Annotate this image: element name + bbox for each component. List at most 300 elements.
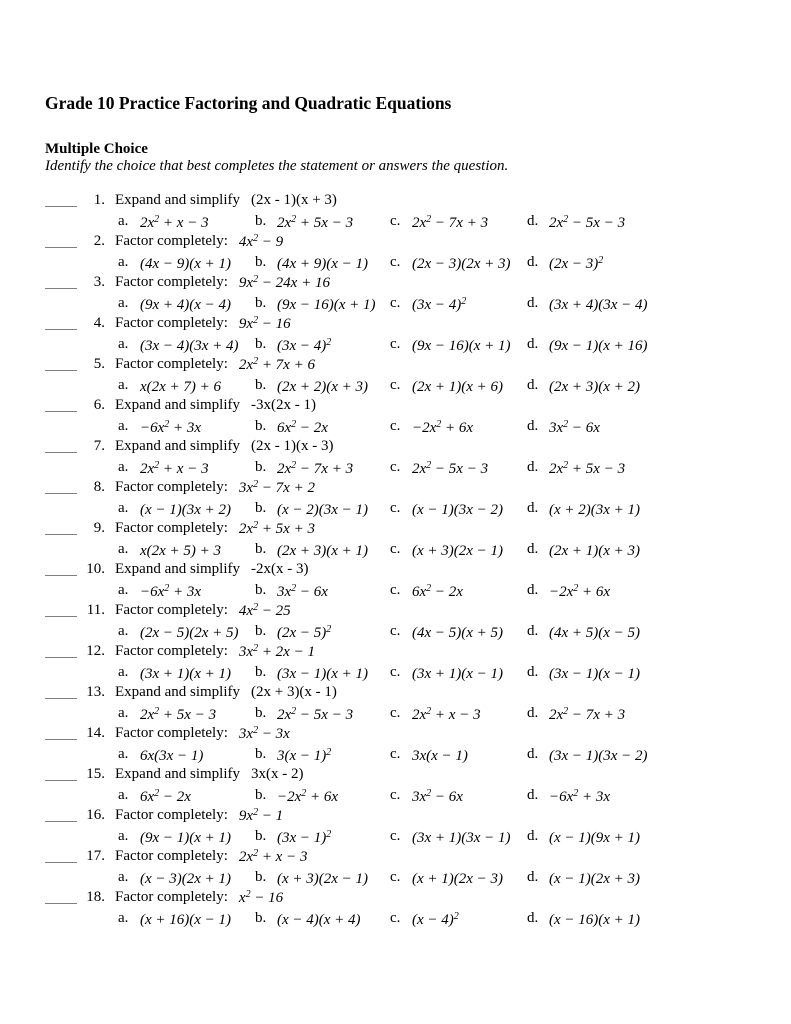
choice-expression: $(x - 4)^2$ [412, 911, 459, 928]
choice-letter: a. [118, 828, 129, 844]
choice-letter: d. [527, 664, 539, 680]
question-prompt [115, 314, 761, 333]
prompt-expression: 3x(x - 2) [250, 766, 304, 782]
answer-choice [390, 211, 527, 231]
choice-list [115, 334, 761, 354]
choice-expression: $2x^2 + x - 3$ [140, 214, 209, 231]
answer-choice [527, 457, 761, 477]
answer-choice [118, 785, 255, 805]
answer-choice [255, 662, 390, 682]
answer-choice [527, 375, 761, 395]
choice-letter: a. [118, 377, 129, 393]
choice-letter: d. [527, 459, 539, 475]
choice-list [115, 703, 761, 723]
question-number: 8. [93, 479, 105, 495]
choice-letter: c. [390, 500, 401, 516]
question-prompt [115, 232, 761, 251]
answer-choice [255, 703, 390, 723]
choice-list [115, 375, 761, 395]
choice-expression: $3x^2 - 6x$ [549, 419, 600, 436]
question-body [105, 560, 761, 600]
choice-letter: b. [255, 336, 267, 352]
answer-choice [255, 293, 390, 313]
question-row [45, 888, 761, 929]
choice-letter: a. [118, 869, 129, 885]
choice-letter: c. [390, 541, 401, 557]
choice-expression: (9x − 1)(x + 16) [549, 338, 648, 354]
answer-choice [527, 252, 761, 272]
prompt-text: Factor completely: [115, 233, 228, 249]
choice-expression: (3x − 4)(3x + 4) [140, 338, 239, 354]
prompt-text: Factor completely: [115, 848, 228, 864]
answer-choice [527, 703, 761, 723]
question-row [45, 355, 761, 396]
answer-choice [118, 908, 255, 928]
choice-letter: a. [118, 418, 129, 434]
choice-expression: $6x^2 - 2x$ [140, 788, 191, 805]
choice-letter: a. [118, 459, 129, 475]
choice-expression: $2x^2 - 5x - 3$ [549, 214, 626, 231]
answer-choice [527, 211, 761, 231]
choice-list [115, 785, 761, 805]
question-number: 16. [86, 807, 105, 823]
answer-choice [118, 498, 255, 518]
question-body [105, 437, 761, 477]
choice-letter: d. [527, 541, 539, 557]
choice-expression: x(2x + 5) + 3 [140, 543, 222, 559]
choice-letter: d. [527, 377, 539, 393]
choice-letter: c. [390, 746, 401, 762]
choice-letter: c. [390, 213, 401, 229]
prompt-text: Factor completely: [115, 274, 228, 290]
answer-choice [118, 334, 255, 354]
choice-letter: d. [527, 213, 539, 229]
answer-choice [255, 457, 390, 477]
answer-blank [45, 192, 77, 207]
choice-letter: d. [527, 500, 539, 516]
choice-list [115, 498, 761, 518]
page-title: Grade 10 Practice Factoring and Quadratic Equations [45, 93, 452, 113]
answer-choice [255, 867, 390, 887]
choice-expression: (2x + 3)(x + 2) [549, 379, 641, 395]
choice-expression: x(2x + 7) + 6 [140, 379, 222, 395]
answer-blank [45, 233, 77, 248]
choice-letter: c. [390, 869, 401, 885]
answer-choice [118, 252, 255, 272]
question-number: 12. [86, 643, 105, 659]
choice-expression: (4x − 9)(x + 1) [140, 256, 232, 272]
choice-letter: c. [390, 459, 401, 475]
answer-choice [255, 785, 390, 805]
choice-letter: b. [255, 623, 267, 639]
question-row [45, 232, 761, 273]
answer-choice [527, 826, 761, 846]
answer-choice [118, 867, 255, 887]
question-row [45, 847, 761, 888]
choice-expression: $2x^2 + x - 3$ [140, 460, 209, 477]
question-row [45, 601, 761, 642]
choice-list [115, 662, 761, 682]
prompt-text: Factor completely: [115, 315, 228, 331]
prompt-expression: $2x^2 + x - 3$ [238, 848, 308, 865]
answer-choice [527, 662, 761, 682]
prompt-text: Factor completely: [115, 889, 228, 905]
question-body [105, 519, 761, 559]
choice-letter: d. [527, 336, 539, 352]
answer-choice [390, 621, 527, 641]
answer-blank [45, 725, 77, 740]
choice-letter: c. [390, 254, 401, 270]
choice-expression: $2x^2 + 5x - 3$ [140, 706, 217, 723]
choice-expression: $-6x^2 + 3x$ [140, 419, 202, 436]
choice-expression: (x − 4)(x + 4) [277, 912, 361, 928]
answer-blank [45, 315, 77, 330]
answer-choice [255, 621, 390, 641]
answer-choice [527, 908, 761, 928]
choice-letter: b. [255, 541, 267, 557]
choice-expression: (3x + 1)(x − 1) [412, 666, 504, 682]
question-number: 5. [93, 356, 105, 372]
choice-list [115, 580, 761, 600]
question-prompt [115, 765, 761, 784]
question-number: 4. [93, 315, 105, 331]
choice-letter: b. [255, 705, 267, 721]
choice-expression: $(2x - 3)^2$ [549, 255, 604, 272]
section-heading: Multiple Choice [45, 141, 148, 157]
question-body [105, 355, 761, 395]
answer-choice [255, 908, 390, 928]
question-body [105, 601, 761, 641]
choice-expression: (x − 16)(x + 1) [549, 912, 641, 928]
choice-letter: d. [527, 418, 539, 434]
choice-letter: d. [527, 582, 539, 598]
choice-expression: (x − 1)(9x + 1) [549, 830, 641, 846]
answer-choice [255, 498, 390, 518]
choice-expression: (3x − 1)(3x − 2) [549, 748, 648, 764]
choice-letter: a. [118, 336, 129, 352]
prompt-text: Expand and simplify [115, 766, 240, 782]
question-body [105, 478, 761, 518]
choice-expression: (2x − 3)(2x + 3) [412, 256, 511, 272]
answer-blank [45, 602, 77, 617]
question-number: 2. [93, 233, 105, 249]
answer-choice [527, 744, 761, 764]
choice-expression: (4x − 5)(x + 5) [412, 625, 504, 641]
answer-choice [118, 703, 255, 723]
choice-list [115, 908, 761, 928]
prompt-expression: $3x^2 - 3x$ [238, 725, 290, 742]
choice-expression: $(3x - 4)^2$ [412, 296, 467, 313]
question-prompt [115, 601, 761, 620]
choice-letter: b. [255, 254, 267, 270]
question-number: 1. [93, 192, 105, 208]
question-prompt [115, 560, 761, 579]
question-prompt [115, 478, 761, 497]
question-prompt [115, 519, 761, 538]
answer-blank [45, 684, 77, 699]
choice-letter: b. [255, 418, 267, 434]
choice-expression: $(2x - 5)^2$ [277, 624, 332, 641]
question-row [45, 191, 761, 232]
choice-expression: (3x + 4)(3x − 4) [549, 297, 648, 313]
question-body [105, 314, 761, 354]
choice-expression: (9x − 16)(x + 1) [277, 297, 376, 313]
question-number: 18. [86, 889, 105, 905]
prompt-expression: -3x(2x - 1) [250, 397, 316, 413]
choice-letter: b. [255, 869, 267, 885]
prompt-text: Factor completely: [115, 725, 228, 741]
answer-blank [45, 889, 77, 904]
choice-list [115, 539, 761, 559]
answer-blank [45, 766, 77, 781]
choice-list [115, 293, 761, 313]
choice-expression: $-2x^2 + 6x$ [277, 788, 339, 805]
answer-blank [45, 848, 77, 863]
choice-letter: d. [527, 295, 539, 311]
choice-expression: (x − 3)(2x + 1) [140, 871, 232, 887]
choice-expression: (3x + 1)(3x − 1) [412, 830, 511, 846]
prompt-expression: (2x + 3)(x - 1) [250, 684, 337, 700]
choice-letter: a. [118, 910, 129, 926]
choice-expression: (9x + 4)(x − 4) [140, 297, 232, 313]
answer-choice [255, 826, 390, 846]
answer-choice [118, 416, 255, 436]
choice-letter: b. [255, 664, 267, 680]
prompt-text: Expand and simplify [115, 684, 240, 700]
choice-expression: (4x + 9)(x − 1) [277, 256, 369, 272]
choice-expression: $-2x^2 + 6x$ [549, 583, 611, 600]
choice-list [115, 457, 761, 477]
prompt-text: Factor completely: [115, 356, 228, 372]
prompt-text: Expand and simplify [115, 192, 240, 208]
answer-choice [118, 621, 255, 641]
choice-letter: a. [118, 541, 129, 557]
choice-expression: (3x − 1)(x − 1) [549, 666, 641, 682]
choice-expression: $3(x - 1)^2$ [277, 747, 332, 764]
answer-choice [527, 539, 761, 559]
question-prompt [115, 888, 761, 907]
question-number: 17. [86, 848, 105, 864]
answer-choice [118, 662, 255, 682]
question-prompt [115, 273, 761, 292]
choice-expression: (2x + 2)(x + 3) [277, 379, 369, 395]
question-body [105, 888, 761, 928]
choice-expression: (x + 3)(2x − 1) [412, 543, 504, 559]
choice-expression: (x − 1)(3x − 2) [412, 502, 504, 518]
answer-choice [118, 539, 255, 559]
question-body [105, 191, 761, 231]
prompt-text: Expand and simplify [115, 438, 240, 454]
prompt-expression: $2x^2 + 7x + 6$ [238, 356, 315, 373]
choice-expression: $2x^2 - 5x - 3$ [412, 460, 489, 477]
choice-list [115, 621, 761, 641]
answer-choice [390, 703, 527, 723]
question-number: 14. [86, 725, 105, 741]
answer-choice [527, 498, 761, 518]
choice-letter: d. [527, 623, 539, 639]
question-number: 15. [86, 766, 105, 782]
choice-expression: (3x + 1)(x + 1) [140, 666, 232, 682]
choice-letter: d. [527, 910, 539, 926]
section-instructions: Identify the choice that best completes the statement or answers the question. [45, 158, 509, 174]
choice-letter: a. [118, 295, 129, 311]
question-row [45, 683, 761, 724]
question-prompt [115, 191, 761, 210]
choice-letter: d. [527, 705, 539, 721]
answer-choice [255, 211, 390, 231]
prompt-expression: $9x^2 - 16$ [238, 315, 291, 332]
choice-expression: $2x^2 + 5x - 3$ [277, 214, 354, 231]
prompt-expression: $3x^2 + 2x - 1$ [238, 643, 315, 660]
answer-choice [390, 539, 527, 559]
question-row [45, 478, 761, 519]
choice-expression: (2x + 1)(x + 6) [412, 379, 504, 395]
answer-choice [390, 826, 527, 846]
prompt-text: Factor completely: [115, 807, 228, 823]
answer-choice [118, 293, 255, 313]
answer-blank [45, 561, 77, 576]
answer-choice [390, 908, 527, 928]
question-prompt [115, 396, 761, 415]
question-row [45, 519, 761, 560]
answer-choice [527, 416, 761, 436]
choice-letter: c. [390, 295, 401, 311]
answer-blank [45, 479, 77, 494]
answer-choice [527, 334, 761, 354]
choice-letter: b. [255, 459, 267, 475]
choice-expression: $2x^2 + 5x - 3$ [549, 460, 626, 477]
question-row [45, 560, 761, 601]
answer-choice [390, 457, 527, 477]
choice-letter: b. [255, 746, 267, 762]
question-row [45, 724, 761, 765]
answer-choice [390, 293, 527, 313]
question-body [105, 847, 761, 887]
choice-expression: (x + 3)(2x − 1) [277, 871, 369, 887]
choice-list [115, 252, 761, 272]
question-row [45, 396, 761, 437]
answer-choice [527, 293, 761, 313]
choice-letter: a. [118, 664, 129, 680]
answer-choice [118, 580, 255, 600]
prompt-text: Expand and simplify [115, 397, 240, 413]
prompt-text: Factor completely: [115, 479, 228, 495]
prompt-expression: (2x - 1)(x + 3) [250, 192, 337, 208]
prompt-text: Factor completely: [115, 643, 228, 659]
choice-expression: (x − 1)(2x + 3) [549, 871, 641, 887]
choice-list [115, 744, 761, 764]
choice-expression: $2x^2 + x - 3$ [412, 706, 481, 723]
answer-choice [390, 498, 527, 518]
choice-letter: a. [118, 213, 129, 229]
answer-choice [390, 416, 527, 436]
prompt-expression: $9x^2 - 1$ [238, 807, 284, 824]
question-row [45, 806, 761, 847]
question-number: 11. [86, 602, 105, 618]
answer-choice [118, 826, 255, 846]
answer-choice [390, 867, 527, 887]
question-body [105, 396, 761, 436]
choice-letter: b. [255, 787, 267, 803]
choice-letter: c. [390, 582, 401, 598]
choice-letter: b. [255, 500, 267, 516]
prompt-expression: -2x(x - 3) [250, 561, 309, 577]
question-body [105, 683, 761, 723]
choice-expression: (4x + 5)(x − 5) [549, 625, 641, 641]
answer-blank [45, 643, 77, 658]
question-prompt [115, 355, 761, 374]
choice-expression: $2x^2 - 7x + 3$ [549, 706, 626, 723]
choice-expression: (2x − 5)(2x + 5) [140, 625, 239, 641]
question-number: 10. [86, 561, 105, 577]
answer-choice [390, 744, 527, 764]
choice-letter: c. [390, 377, 401, 393]
choice-letter: b. [255, 213, 267, 229]
answer-choice [390, 334, 527, 354]
choice-letter: a. [118, 787, 129, 803]
answer-choice [255, 539, 390, 559]
answer-choice [527, 785, 761, 805]
choice-expression: $-6x^2 + 3x$ [549, 788, 611, 805]
answer-choice [390, 252, 527, 272]
choice-expression: (9x − 1)(x + 1) [140, 830, 232, 846]
question-body [105, 765, 761, 805]
choice-expression: (3x − 1)(x + 1) [277, 666, 369, 682]
answer-choice [390, 580, 527, 600]
prompt-expression: $9x^2 - 24x + 16$ [238, 274, 330, 291]
question-number: 3. [93, 274, 105, 290]
choice-expression: (x + 1)(2x − 3) [412, 871, 504, 887]
answer-blank [45, 356, 77, 371]
choice-expression: (2x + 1)(x + 3) [549, 543, 641, 559]
answer-choice [118, 457, 255, 477]
question-row [45, 314, 761, 355]
answer-choice [255, 580, 390, 600]
choice-letter: a. [118, 746, 129, 762]
prompt-expression: $x^2 - 16$ [238, 889, 284, 906]
choice-letter: c. [390, 418, 401, 434]
choice-letter: c. [390, 705, 401, 721]
question-row [45, 765, 761, 806]
answer-choice [527, 867, 761, 887]
answer-blank [45, 438, 77, 453]
choice-expression: $(3x - 4)^2$ [277, 337, 332, 354]
choice-expression: $6x^2 - 2x$ [277, 419, 328, 436]
choice-expression: (2x + 3)(x + 1) [277, 543, 369, 559]
choice-expression: (x + 16)(x − 1) [140, 912, 232, 928]
choice-letter: d. [527, 787, 539, 803]
answer-choice [255, 744, 390, 764]
choice-expression: (x + 2)(3x + 1) [549, 502, 641, 518]
choice-expression: (9x − 16)(x + 1) [412, 338, 511, 354]
question-number: 9. [93, 520, 105, 536]
choice-letter: b. [255, 582, 267, 598]
choice-expression: (x − 1)(3x + 2) [140, 502, 232, 518]
choice-list [115, 867, 761, 887]
question-list [45, 191, 761, 929]
prompt-expression: $4x^2 - 9$ [238, 233, 284, 250]
answer-choice [390, 785, 527, 805]
prompt-expression: $4x^2 - 25$ [238, 602, 291, 619]
choice-letter: c. [390, 623, 401, 639]
question-body [105, 273, 761, 313]
question-body [105, 642, 761, 682]
choice-letter: d. [527, 746, 539, 762]
prompt-text: Expand and simplify [115, 561, 240, 577]
answer-choice [390, 662, 527, 682]
answer-choice [255, 252, 390, 272]
answer-choice [390, 375, 527, 395]
